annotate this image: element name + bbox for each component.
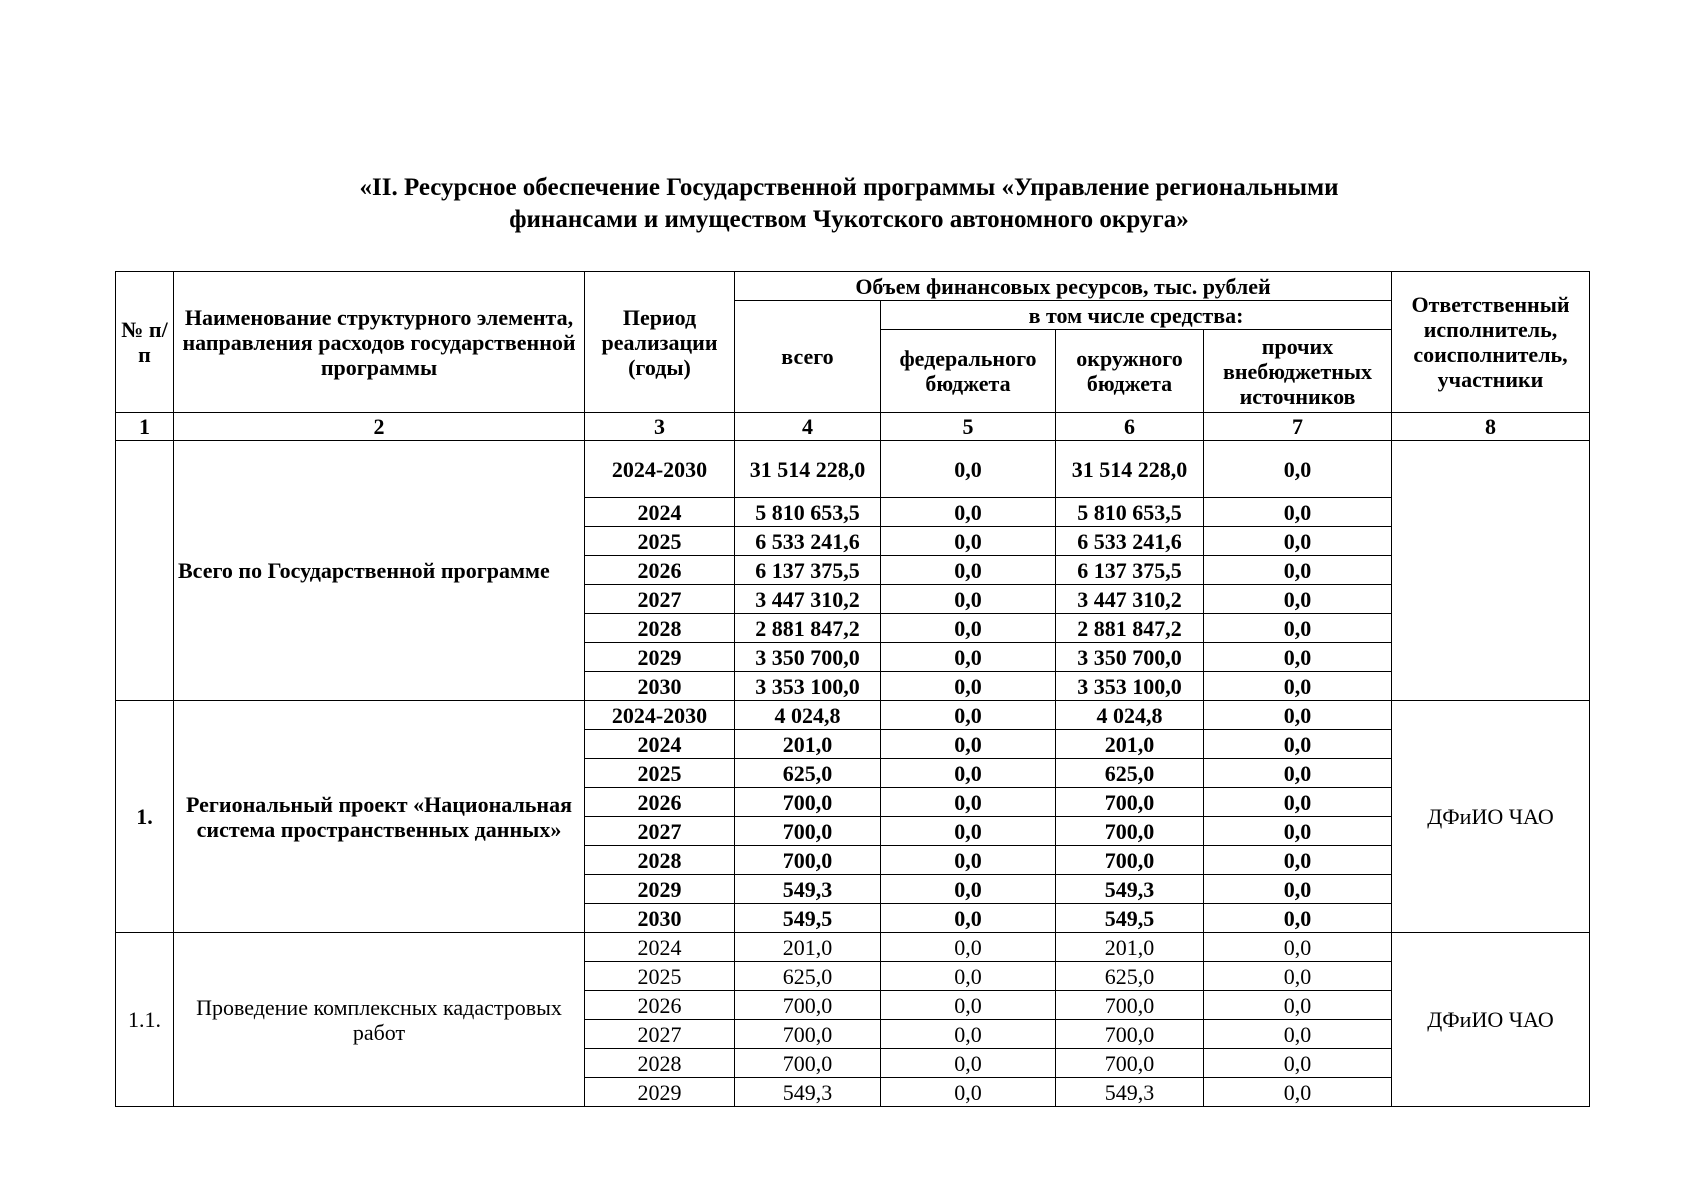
- period-cell: 2026: [585, 991, 735, 1020]
- period-cell: 2025: [585, 759, 735, 788]
- federal-cell: 0,0: [881, 904, 1056, 933]
- total-cell: 700,0: [735, 1049, 881, 1078]
- responsible-cell: [1392, 441, 1590, 701]
- row-number: [116, 441, 174, 701]
- total-cell: 31 514 228,0: [735, 441, 881, 498]
- period-cell: 2030: [585, 672, 735, 701]
- table-row: [116, 441, 1590, 498]
- period-cell: 2024-2030: [585, 441, 735, 498]
- header-name: Наименование структурного элемента, направления расходов государственной программы: [174, 272, 585, 413]
- district-cell: 3 447 310,2: [1056, 585, 1204, 614]
- total-cell: 6 533 241,6: [735, 527, 881, 556]
- row-name: Региональный проект «Национальная система пространственных данных»: [174, 701, 585, 933]
- period-cell: 2028: [585, 1049, 735, 1078]
- other-cell: 0,0: [1204, 991, 1392, 1020]
- federal-cell: 0,0: [881, 875, 1056, 904]
- responsible-cell: ДФиИО ЧАО: [1392, 933, 1590, 1107]
- federal-cell: 0,0: [881, 730, 1056, 759]
- other-cell: 0,0: [1204, 527, 1392, 556]
- total-cell: 700,0: [735, 991, 881, 1020]
- federal-cell: 0,0: [881, 846, 1056, 875]
- district-cell: 31 514 228,0: [1056, 441, 1204, 498]
- total-cell: 700,0: [735, 846, 881, 875]
- period-cell: 2024-2030: [585, 701, 735, 730]
- federal-cell: 0,0: [881, 585, 1056, 614]
- table-row: [116, 933, 1590, 962]
- total-cell: 3 353 100,0: [735, 672, 881, 701]
- total-cell: 201,0: [735, 730, 881, 759]
- federal-cell: 0,0: [881, 441, 1056, 498]
- total-cell: 549,3: [735, 875, 881, 904]
- federal-cell: 0,0: [881, 788, 1056, 817]
- header-responsible: Ответственный исполнитель, соисполнитель, участники: [1392, 272, 1590, 413]
- district-cell: 6 533 241,6: [1056, 527, 1204, 556]
- period-cell: 2028: [585, 614, 735, 643]
- total-cell: 3 447 310,2: [735, 585, 881, 614]
- district-cell: 625,0: [1056, 962, 1204, 991]
- header-volume: Объем финансовых ресурсов, тыс. рублей: [735, 272, 1392, 301]
- other-cell: 0,0: [1204, 933, 1392, 962]
- district-cell: 3 350 700,0: [1056, 643, 1204, 672]
- column-number: 8: [1392, 413, 1590, 441]
- other-cell: 0,0: [1204, 585, 1392, 614]
- other-cell: 0,0: [1204, 643, 1392, 672]
- other-cell: 0,0: [1204, 701, 1392, 730]
- header-total: всего: [735, 301, 881, 413]
- district-cell: 700,0: [1056, 1049, 1204, 1078]
- period-cell: 2029: [585, 643, 735, 672]
- district-cell: 700,0: [1056, 991, 1204, 1020]
- district-cell: 5 810 653,5: [1056, 498, 1204, 527]
- federal-cell: 0,0: [881, 527, 1056, 556]
- federal-cell: 0,0: [881, 817, 1056, 846]
- table-row: [116, 701, 1590, 730]
- federal-cell: 0,0: [881, 1049, 1056, 1078]
- total-cell: 4 024,8: [735, 701, 881, 730]
- federal-cell: 0,0: [881, 991, 1056, 1020]
- period-cell: 2026: [585, 788, 735, 817]
- title-line-1: «II. Ресурсное обеспечение Государственной программы «Управление региональными: [359, 174, 1339, 201]
- other-cell: 0,0: [1204, 614, 1392, 643]
- district-cell: 201,0: [1056, 933, 1204, 962]
- column-number: 4: [735, 413, 881, 441]
- period-cell: 2024: [585, 498, 735, 527]
- district-cell: 3 353 100,0: [1056, 672, 1204, 701]
- other-cell: 0,0: [1204, 759, 1392, 788]
- page-title: [0, 172, 1698, 236]
- period-cell: 2030: [585, 904, 735, 933]
- district-cell: 700,0: [1056, 788, 1204, 817]
- column-number: 5: [881, 413, 1056, 441]
- row-name: Всего по Государственной программе: [174, 441, 585, 701]
- total-cell: 5 810 653,5: [735, 498, 881, 527]
- column-number: 1: [116, 413, 174, 441]
- other-cell: 0,0: [1204, 441, 1392, 498]
- federal-cell: 0,0: [881, 1078, 1056, 1107]
- federal-cell: 0,0: [881, 672, 1056, 701]
- district-cell: 4 024,8: [1056, 701, 1204, 730]
- total-cell: 549,3: [735, 1078, 881, 1107]
- header-federal: федерального бюджета: [881, 330, 1056, 413]
- district-cell: 625,0: [1056, 759, 1204, 788]
- period-cell: 2024: [585, 730, 735, 759]
- other-cell: 0,0: [1204, 1049, 1392, 1078]
- district-cell: 2 881 847,2: [1056, 614, 1204, 643]
- other-cell: 0,0: [1204, 962, 1392, 991]
- federal-cell: 0,0: [881, 498, 1056, 527]
- total-cell: 625,0: [735, 962, 881, 991]
- district-cell: 549,5: [1056, 904, 1204, 933]
- total-cell: 3 350 700,0: [735, 643, 881, 672]
- column-number-row: [116, 413, 1590, 441]
- period-cell: 2026: [585, 556, 735, 585]
- total-cell: 625,0: [735, 759, 881, 788]
- other-cell: 0,0: [1204, 730, 1392, 759]
- district-cell: 201,0: [1056, 730, 1204, 759]
- district-cell: 700,0: [1056, 846, 1204, 875]
- federal-cell: 0,0: [881, 759, 1056, 788]
- header-num: № п/п: [116, 272, 174, 413]
- header-other: прочих внебюджетных источников: [1204, 330, 1392, 413]
- title-line-2: финансами и имуществом Чукотского автономного округа»: [509, 206, 1189, 233]
- column-number: 6: [1056, 413, 1204, 441]
- other-cell: 0,0: [1204, 1020, 1392, 1049]
- district-cell: 549,3: [1056, 1078, 1204, 1107]
- other-cell: 0,0: [1204, 1078, 1392, 1107]
- other-cell: 0,0: [1204, 556, 1392, 585]
- other-cell: 0,0: [1204, 672, 1392, 701]
- total-cell: 2 881 847,2: [735, 614, 881, 643]
- total-cell: 700,0: [735, 788, 881, 817]
- row-number: 1.1.: [116, 933, 174, 1107]
- total-cell: 6 137 375,5: [735, 556, 881, 585]
- other-cell: 0,0: [1204, 498, 1392, 527]
- period-cell: 2025: [585, 527, 735, 556]
- federal-cell: 0,0: [881, 1020, 1056, 1049]
- total-cell: 700,0: [735, 817, 881, 846]
- total-cell: 549,5: [735, 904, 881, 933]
- row-name: Проведение комплексных кадастровых работ: [174, 933, 585, 1107]
- district-cell: 700,0: [1056, 817, 1204, 846]
- district-cell: 700,0: [1056, 1020, 1204, 1049]
- other-cell: 0,0: [1204, 817, 1392, 846]
- column-number: 2: [174, 413, 585, 441]
- row-number: 1.: [116, 701, 174, 933]
- district-cell: 6 137 375,5: [1056, 556, 1204, 585]
- period-cell: 2027: [585, 1020, 735, 1049]
- period-cell: 2029: [585, 1078, 735, 1107]
- responsible-cell: ДФиИО ЧАО: [1392, 701, 1590, 933]
- header-including: в том числе средства:: [881, 301, 1392, 330]
- column-number: 7: [1204, 413, 1392, 441]
- period-cell: 2027: [585, 585, 735, 614]
- period-cell: 2027: [585, 817, 735, 846]
- other-cell: 0,0: [1204, 904, 1392, 933]
- federal-cell: 0,0: [881, 962, 1056, 991]
- header-district: окружного бюджета: [1056, 330, 1204, 413]
- total-cell: 201,0: [735, 933, 881, 962]
- period-cell: 2028: [585, 846, 735, 875]
- period-cell: 2025: [585, 962, 735, 991]
- federal-cell: 0,0: [881, 556, 1056, 585]
- other-cell: 0,0: [1204, 875, 1392, 904]
- resource-table: [115, 271, 1590, 1107]
- federal-cell: 0,0: [881, 643, 1056, 672]
- other-cell: 0,0: [1204, 846, 1392, 875]
- header-period: Период реализации (годы): [585, 272, 735, 413]
- federal-cell: 0,0: [881, 933, 1056, 962]
- period-cell: 2024: [585, 933, 735, 962]
- period-cell: 2029: [585, 875, 735, 904]
- other-cell: 0,0: [1204, 788, 1392, 817]
- district-cell: 549,3: [1056, 875, 1204, 904]
- column-number: 3: [585, 413, 735, 441]
- federal-cell: 0,0: [881, 701, 1056, 730]
- federal-cell: 0,0: [881, 614, 1056, 643]
- total-cell: 700,0: [735, 1020, 881, 1049]
